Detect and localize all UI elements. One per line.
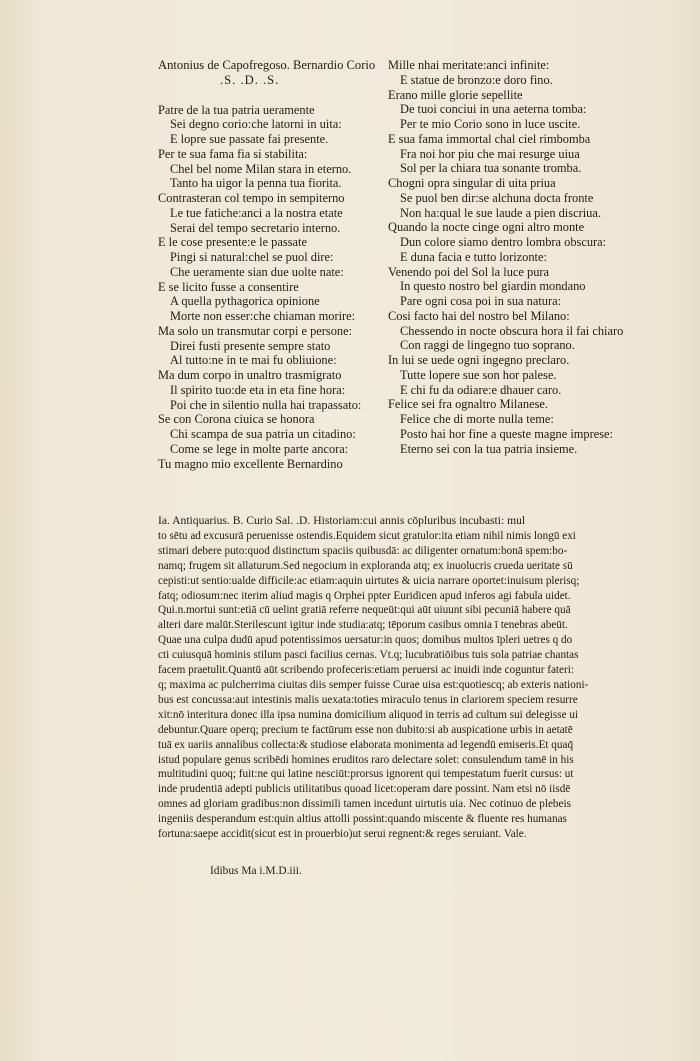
prose-line: cti cuiusquā hominis stilum pasci facilius cernas. Vt.q; lucubratiōibus tuis sola patriae chantas [158, 649, 579, 662]
verse-line: Felice sei fra ognaltro Milanese. [388, 397, 548, 412]
verse-line: Ma dum corpo in unaltro trasmigrato [158, 368, 342, 382]
prose-line: stimari debere puto:quod distinctum spaciis quibusdā: ac diligenter ornatum:bonā spem:bo- [158, 544, 568, 557]
verse-line: Quando la nocte cinge ogni altro monte [388, 220, 585, 235]
verse-line: Poi che in silentio nulla hai trapassato: [170, 397, 362, 412]
dateline: Idibus Ma i.M.D.iii. [210, 865, 302, 877]
prose-line: tuā ex uariis annalibus collecta:& studiose elaborata monimenta ad legendū emiseris.Et quaq̄ [158, 738, 574, 751]
poem-left-lines [158, 103, 383, 472]
verse-line: Al tutto:ne in te mai fu obliuione: [170, 353, 337, 368]
verse-line: Erano mille glorie sepellite [388, 87, 523, 102]
dedication-heading: Antonius de Capofregoso. Bernardio Corio [158, 58, 376, 72]
prose-line: fatq; odiosum:nec iterim aliud magis q Orphei ppter Euridicen apud inferos agi fabula uidet. [158, 589, 571, 602]
verse-line: E chi fu da odiare:e dhauer caro. [400, 382, 562, 397]
verse-line: Pare ogni cosa poi in sua natura: [400, 294, 562, 308]
prose-line: to sētu ad excusurā peruenisse ostendis.Equidem sicut gratulor:ita etiam nihil nimis longū exi [158, 529, 576, 542]
verse-line: E statue de bronzo:e doro fino. [400, 72, 553, 87]
prose-line: q; maxima ac pulcherrima ciuitas diis semper fuisse Curae uisa est:quotiescq; ab exteris nationi- [158, 678, 589, 691]
verse-line: Serai del tempo secretario interno. [170, 220, 341, 235]
verse-line: Tutte lopere sue son hor palese. [400, 367, 557, 382]
verse-line: Per te mio Corio sono in luce uscite. [400, 117, 581, 131]
prose-line: alteri dare malūt.Sterilescunt igitur inde studia:atq; tēporum casibus omnia ī tenebras abeūt. [158, 619, 568, 632]
verse-line: Le tue fatiche:anci a la nostra etate [170, 205, 343, 220]
verse-line: Pingi si natural:chel se puol dire: [170, 250, 334, 264]
verse-line: Morte non esser:che chiaman morire: [170, 309, 356, 323]
prose-line: Qui.n.mortui sunt:etiā cū uelint gratiā referre nequeūt:qui aūt uiuunt sibi pecuniā habere quā [158, 604, 571, 617]
prose-line: cepisti:ut sentio:ualde difficile:ac etiam:aquin uirtutes & uicia narrare oportet:inuisum plerisq; [158, 574, 580, 587]
verse-line: In lui se uede ogni ingegno preclaro. [388, 353, 570, 367]
verse-line: Tanto ha uigor la penna tua fiorita. [170, 176, 342, 191]
verse-line: Per te sua fama fia si stabilita: [158, 146, 308, 161]
verse-line: Contrasteran col tempo in sempiterno [158, 191, 345, 205]
poem-left-column [158, 58, 383, 471]
verse-line: Non ha:qual le sue laude a pien discriua. [400, 205, 601, 220]
prose-line: ingeniis desperandum est:quin altius attolli possint:quando miscente & fluente res humanas [158, 813, 567, 826]
verse-line: Il spirito tuo:de eta in eta fine hora: [170, 382, 346, 397]
verse-line: A quella pythagorica opinione [170, 294, 320, 309]
prose-line: debuntur.Quare operq; precium te factūrum esse non dubito:si ab auspicatione urbis in aetatē [158, 723, 573, 736]
verse-line: E sua fama immortal chal ciel rimbomba [388, 131, 591, 146]
salutation-sds: .S. .D. .S. [220, 72, 280, 87]
prose-line: namq; frugem sit allaturum.Sed negocium in exploranda atq; ex inuolucris crueda ueritate sū [158, 559, 573, 572]
verse-line: E lopre sue passate fai presente. [170, 132, 329, 146]
verse-line: In questo nostro bel giardin mondano [400, 279, 586, 294]
verse-line: Dun colore siamo dentro lombra obscura: [400, 235, 607, 249]
poem-right-column [388, 58, 624, 456]
prose-line: facem praetulit.Quantū aūt scribendo profeceris:etiam peruersi ac inuidi inde coguntur fateri: [158, 664, 574, 677]
verse-line: Chogni opra singular di uita priua [388, 176, 556, 190]
verse-line: Tu magno mio excellente Bernardino [158, 456, 343, 471]
verse-line: Mille nhai meritate:anci infinite: [388, 58, 550, 72]
prose-line: istud populare genus scribēdi homines eruditos raro delectare solet: consulendum tamē in his [158, 753, 574, 766]
verse-line: Eterno sei con la tua patria insieme. [400, 441, 578, 456]
poem-right-lines [388, 58, 624, 456]
prose-line: inde prudentiā adepti publicis utilitatibus quoad licet:operam dare possint. Nam etsi nō iisdē [158, 783, 571, 796]
verse-line: Chel bel nome Milan stara in eterno. [170, 161, 352, 176]
verse-line: Sol per la chiara tua sonante tromba. [400, 161, 582, 176]
verse-line: Sei degno corio:che latorni in uita: [170, 117, 342, 132]
verse-line: E duna facia e tutto lorizonte: [400, 249, 547, 264]
prose-line: fortuna:saepe accidit(sicut est in prouerbio)ut serui regnent:& reges seruiant. Vale. [158, 828, 527, 841]
verse-line: Come se lege in molte parte ancora: [170, 441, 349, 456]
prose-line: Ia. Antiquarius. B. Curio Sal. .D. Historiam:cui annis cōpluribus incubasti: mul [158, 514, 526, 527]
verse-line: Chi scampa de sua patria un citadino: [170, 427, 356, 441]
verse-line: Fra noi hor piu che mai resurge uiua [400, 146, 580, 161]
verse-line: Posto hai hor fine a queste magne imprese: [400, 426, 613, 441]
verse-line: Se puol ben dir:se alchuna docta fronte [400, 190, 594, 205]
prose-line: omnes ad gloriam gradibus:non dissimili tamen incedunt uirtutis uia. Nec cotinuo de plebeis [158, 798, 571, 811]
verse-line: E se licito fusse a consentire [158, 279, 299, 294]
verse-line: Direi fusti presente sempre stato [170, 338, 331, 353]
verse-line: Venendo poi del Sol la luce pura [388, 264, 550, 279]
verse-line: Felice che di morte nulla teme: [400, 412, 554, 426]
verse-line: Chessendo in nocte obscura hora il fai chiaro [400, 323, 624, 338]
prose-line: bus est concussa:aut intestinis malis uexata:toties miraculo tenus in clariorem speciem resurre [158, 693, 578, 706]
antiquarius-letter [158, 514, 618, 842]
verse-line: Con raggi de lingegno tuo soprano. [400, 338, 575, 353]
verse-line: E le cose presente:e le passate [158, 235, 307, 250]
verse-line: Se con Corona ciuica se honora [158, 412, 315, 427]
verse-line: Patre de la tua patria ueramente [158, 102, 315, 117]
prose-line: multitudini quoq; fuit:ne qui latine nesciūt:prorsus ignorent qui tempestatum fuerit cursus: ut [158, 768, 574, 781]
verse-line: Che ueramente sian due uolte nate: [170, 264, 344, 279]
prose-line: xit:nō interitura donec illa ipsa numina domicilium aliquod in terris ad cultum sui delegisse ui [158, 708, 579, 721]
verse-line: De tuoi conciui in una aeterna tomba: [400, 102, 587, 117]
verse-line: Cosi facto hai del nostro bel Milano: [388, 308, 570, 323]
prose-line: Quae una culpa dudū apud potentissimos uersatur:in quos; domibus multos īpleri uetres q do [158, 634, 573, 647]
verse-line: Ma solo un transmutar corpi e persone: [158, 323, 353, 338]
